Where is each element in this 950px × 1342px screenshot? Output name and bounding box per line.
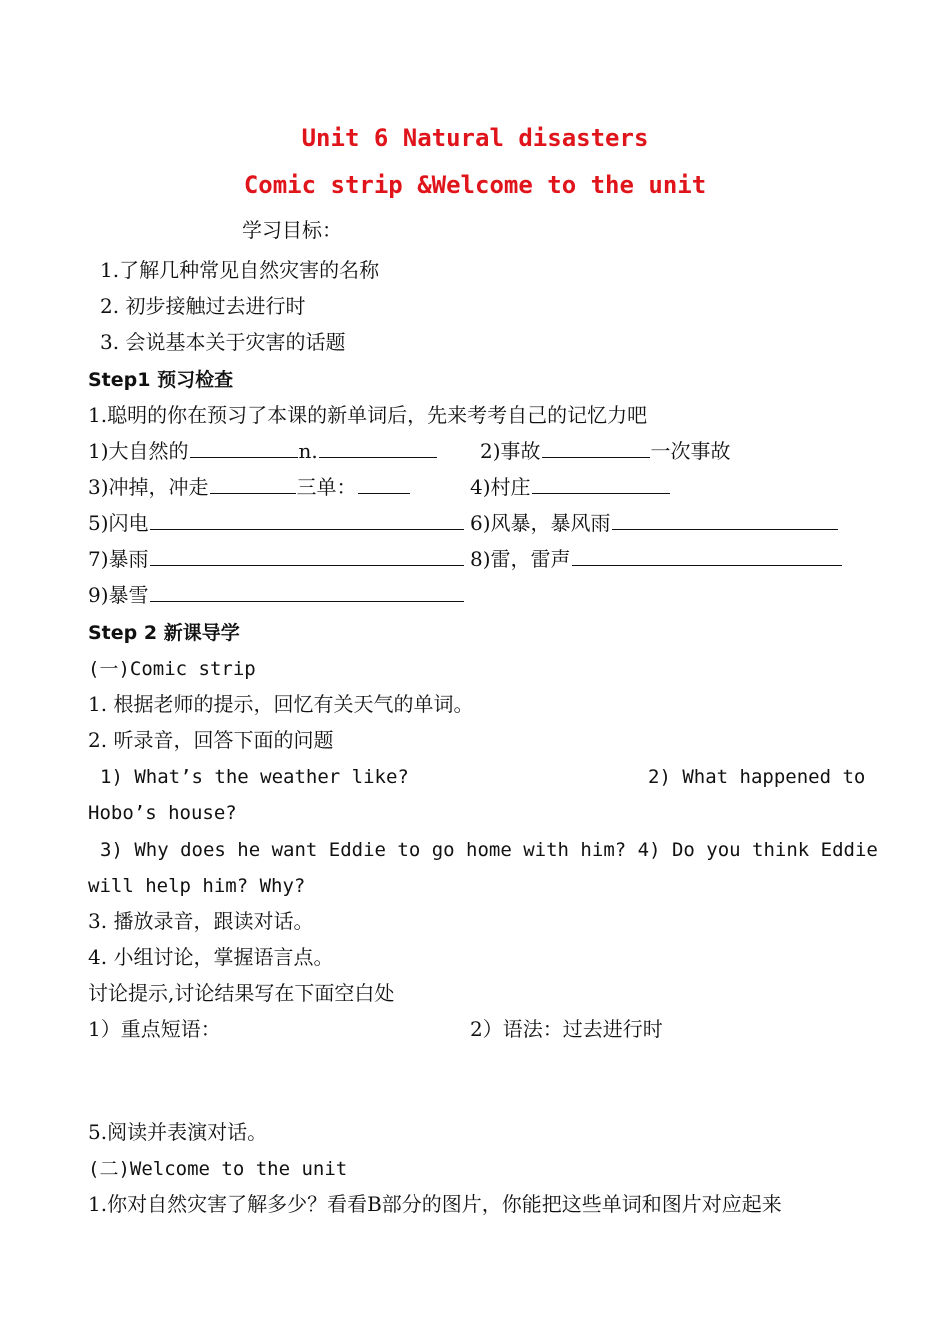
vocab-item (88, 475, 411, 499)
document-subtitle: Comic strip &Welcome to the unit (243, 171, 707, 199)
answer-blank[interactable] (190, 439, 298, 458)
vocab-item (470, 547, 843, 571)
vocab-prompt: 1)大自然的 (88, 439, 189, 463)
answer-blank[interactable] (150, 583, 464, 602)
vocab-prompt: 一次事故 (650, 439, 731, 463)
instruction-line: 2. 听录音，回答下面的问题 (88, 728, 334, 752)
answer-blank[interactable] (572, 547, 842, 566)
answer-blank[interactable] (612, 511, 838, 530)
objective-item: 1.了解几种常见自然灾害的名称 (100, 258, 380, 282)
instruction-line: 1. 根据老师的提示，回忆有关天气的单词。 (88, 692, 474, 716)
vocab-prompt: 6)风暴，暴风雨 (470, 511, 611, 535)
vocab-prompt: 8)雷，雷声 (470, 547, 571, 571)
vocab-prompt: n. (298, 439, 318, 463)
instruction-line: 讨论提示,讨论结果写在下面空白处 (88, 981, 395, 1005)
answer-blank[interactable] (532, 475, 670, 494)
step1-intro: 1.聪明的你在预习了本课的新单词后，先来考考自己的记忆力吧 (88, 403, 648, 427)
step1-heading: Step1 预习检查 (88, 369, 234, 391)
vocab-prompt: 三单： (296, 475, 357, 499)
vocab-item (88, 511, 465, 535)
vocab-item (88, 547, 465, 571)
vocab-prompt: 9)暴雪 (88, 583, 149, 607)
question: 2) What happened to (648, 766, 866, 788)
question: 3) Why does he want Eddie to go home with him? 4) Do you think Eddie (100, 839, 878, 861)
section-welcome: (二)Welcome to the unit (88, 1158, 348, 1180)
vocab-prompt: 4)村庄 (470, 475, 531, 499)
answer-blank[interactable] (210, 475, 296, 494)
answer-blank[interactable] (542, 439, 650, 458)
instruction-line: 4. 小组讨论，掌握语言点。 (88, 945, 334, 969)
vocab-item (470, 511, 839, 535)
vocab-item (88, 583, 465, 607)
objectives-heading: 学习目标： (242, 218, 342, 242)
vocab-prompt: 7)暴雨 (88, 547, 149, 571)
vocab-prompt: 5)闪电 (88, 511, 149, 535)
instruction-line: 1.你对自然灾害了解多少？看看B部分的图片，你能把这些单词和图片对应起来 (88, 1192, 782, 1216)
question-continued: will help him? Why? (88, 875, 306, 897)
instruction-line: 5.阅读并表演对话。 (88, 1120, 268, 1144)
vocab-item (470, 475, 671, 499)
question-continued: Hobo’s house? (88, 802, 237, 824)
vocab-prompt: 3)冲掉，冲走 (88, 475, 209, 499)
document-title: Unit 6 Natural disasters (301, 124, 649, 152)
question: 1) What’s the weather like? (100, 766, 409, 788)
vocab-prompt: 2)事故 (480, 439, 541, 463)
section-comic-strip: (一)Comic strip (88, 658, 256, 680)
answer-blank[interactable] (150, 547, 464, 566)
vocab-item (480, 439, 731, 463)
objective-item: 3. 会说基本关于灾害的话题 (100, 330, 346, 354)
step2-heading: Step 2 新课导学 (88, 622, 240, 644)
answer-blank[interactable] (358, 475, 410, 494)
answer-blank[interactable] (150, 511, 464, 530)
discussion-prompt: 1）重点短语： (88, 1017, 221, 1041)
objective-item: 2. 初步接触过去进行时 (100, 294, 306, 318)
discussion-prompt: 2）语法：过去进行时 (470, 1017, 663, 1041)
instruction-line: 3. 播放录音，跟读对话。 (88, 909, 314, 933)
vocab-item (88, 439, 438, 463)
answer-blank[interactable] (319, 439, 437, 458)
